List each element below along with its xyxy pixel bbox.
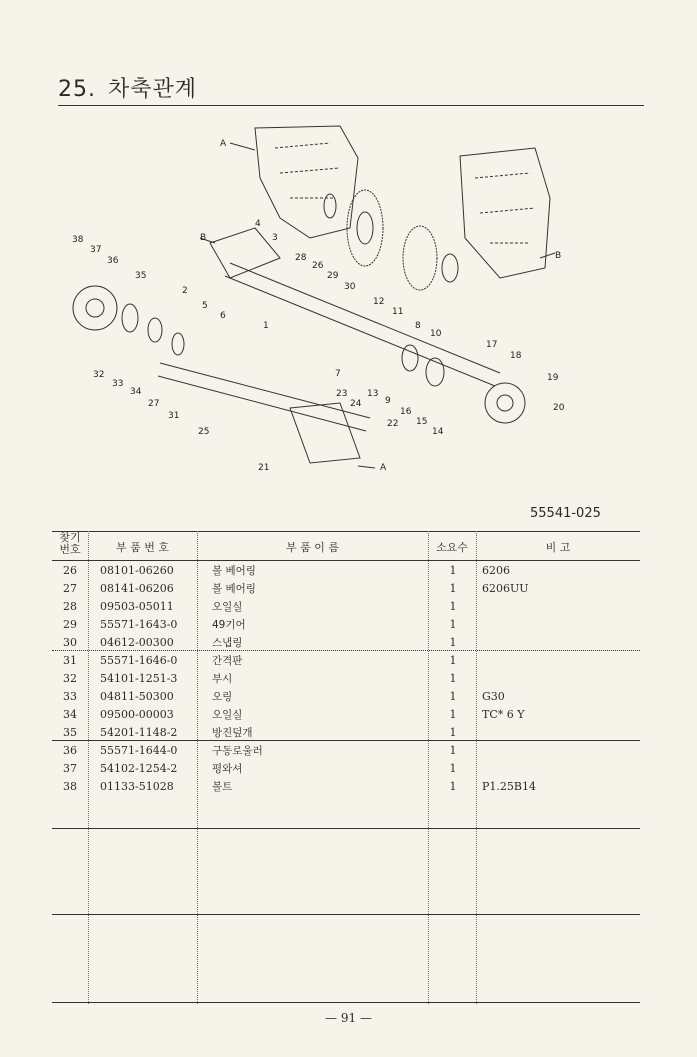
callout-label-n31: 31: [168, 411, 180, 421]
row-part-number: 54101-1251-3: [100, 672, 178, 685]
gear-11: [403, 226, 437, 290]
row-remark: P1.25B14: [482, 780, 536, 793]
callout-label-n11: 11: [392, 307, 404, 317]
row-quantity: 1: [449, 690, 457, 703]
row-quantity: 1: [449, 744, 457, 757]
gear-49: [347, 190, 383, 266]
section-number: 25.: [58, 77, 96, 102]
row-part-number: 09500-00003: [100, 708, 174, 721]
row-part-name: 오링: [212, 691, 233, 703]
callout-label-n21: 21: [258, 463, 270, 473]
row-part-name: 오일실: [212, 601, 243, 613]
row-number: 32: [63, 672, 77, 685]
axle-housing-upper: [210, 228, 280, 278]
callout-label-n2: 2: [182, 286, 188, 296]
callout-label-n34: 34: [130, 387, 142, 397]
callout-label-n6: 6: [220, 311, 226, 321]
row-quantity: 1: [449, 564, 457, 577]
row-part-name: 방진덮개: [212, 727, 253, 739]
row-quantity: 1: [449, 582, 457, 595]
callout-label-n29: 29: [327, 271, 339, 281]
page-title: [58, 72, 644, 106]
callout-label-B_left: B: [200, 233, 207, 243]
row-part-name: 부시: [212, 673, 233, 685]
row-part-name: 볼트: [212, 781, 233, 793]
header-part-name: 부 품 이 름: [286, 541, 339, 554]
table-row: [52, 670, 640, 688]
row-number: 27: [63, 582, 77, 595]
callout-label-n17: 17: [486, 340, 498, 350]
callout-label-n13: 13: [367, 389, 379, 399]
parts-table: [52, 528, 640, 1004]
table-row: [52, 706, 640, 724]
callout-label-n7: 7: [335, 369, 341, 379]
row-number: 28: [63, 600, 77, 613]
row-part-number: 01133-51028: [100, 780, 174, 793]
exploded-parts-diagram: [40, 118, 580, 498]
row-quantity: 1: [449, 636, 457, 649]
row-quantity: 1: [449, 780, 457, 793]
callout-label-A_top: A: [220, 139, 227, 149]
row-part-number: 54102-1254-2: [100, 762, 178, 775]
row-number: 35: [63, 726, 77, 739]
callout-label-n27: 27: [148, 399, 160, 409]
transmission-case-left: [255, 126, 358, 238]
row-part-name: 볼 베어링: [212, 565, 256, 577]
callout-label-B_right: B: [555, 251, 562, 261]
page-number: — 91 —: [325, 1011, 372, 1025]
row-quantity: 1: [449, 708, 457, 721]
drive-roller-right: [485, 383, 525, 423]
callout-label-n25: 25: [198, 427, 210, 437]
callout-label-n28: 28: [295, 253, 307, 263]
row-quantity: 1: [449, 618, 457, 631]
callout-label-n5: 5: [202, 301, 208, 311]
section-title: 차축관계: [108, 77, 198, 102]
callout-label-n32: 32: [93, 370, 105, 380]
row-part-number: 54201-1148-2: [100, 726, 178, 739]
callout-label-n4: 4: [255, 219, 261, 229]
drive-roller-left: [73, 286, 117, 330]
row-number: 30: [63, 636, 77, 649]
row-number: 31: [63, 654, 77, 667]
table-row: [52, 562, 640, 580]
table-row: [52, 742, 640, 760]
row-number: 33: [63, 690, 77, 703]
callout-label-n16: 16: [400, 407, 412, 417]
row-quantity: 1: [449, 654, 457, 667]
callout-label-n24: 24: [350, 399, 362, 409]
row-number: 37: [63, 762, 77, 775]
row-part-name: 볼 베어링: [212, 583, 256, 595]
row-quantity: 1: [449, 762, 457, 775]
table-row: [52, 580, 640, 598]
row-part-name: 오일실: [212, 709, 243, 721]
row-part-number: 55571-1646-0: [100, 654, 178, 667]
callout-label-n3: 3: [272, 233, 278, 243]
callout-label-n37: 37: [90, 245, 102, 255]
row-part-name: 평와셔: [212, 763, 243, 775]
callout-label-n26: 26: [312, 261, 324, 271]
header-part-number: 부 품 번 호: [116, 541, 169, 554]
row-part-number: 55571-1643-0: [100, 618, 178, 631]
row-number: 29: [63, 618, 77, 631]
row-part-number: 04612-00300: [100, 636, 174, 649]
row-quantity: 1: [449, 726, 457, 739]
table-row: [52, 778, 640, 796]
table-row: [52, 724, 640, 742]
table-row: [52, 688, 640, 706]
callout-label-n12: 12: [373, 297, 385, 307]
table-row: [52, 616, 640, 634]
row-part-number: 04811-50300: [100, 690, 174, 703]
transmission-case-right: [460, 148, 550, 278]
header-quantity: 소요수: [436, 541, 468, 554]
row-part-name: 스냅링: [212, 637, 243, 649]
callout-label-n9: 9: [385, 396, 391, 406]
callout-label-n15: 15: [416, 417, 428, 427]
axle-housing-lower: [290, 403, 360, 463]
row-remark: 6206UU: [482, 582, 529, 595]
table-row: [52, 652, 640, 670]
row-number: 36: [63, 744, 77, 757]
row-remark: TC* 6 Y: [482, 708, 525, 721]
row-part-number: 08101-06260: [100, 564, 174, 577]
callout-label-n18: 18: [510, 351, 522, 361]
row-part-number: 09503-05011: [100, 600, 174, 613]
row-remark: G30: [482, 690, 505, 703]
callout-label-n14: 14: [432, 427, 444, 437]
row-part-number: 08141-06206: [100, 582, 174, 595]
row-number: 38: [63, 780, 77, 793]
row-number: 26: [63, 564, 77, 577]
callout-label-n35: 35: [135, 271, 147, 281]
row-part-name: 간격판: [212, 655, 243, 667]
figure-number: 55541-025: [530, 506, 601, 521]
callout-label-n8: 8: [415, 321, 421, 331]
callout-label-n19: 19: [547, 373, 559, 383]
header-remarks: 비 고: [545, 541, 571, 554]
table-row: [52, 760, 640, 778]
callout-label-n10: 10: [430, 329, 442, 339]
table-row: [52, 598, 640, 616]
callout-label-n38: 38: [72, 235, 84, 245]
row-quantity: 1: [449, 672, 457, 685]
callout-label-n36: 36: [107, 256, 119, 266]
row-quantity: 1: [449, 600, 457, 613]
row-part-name: 49기어: [212, 619, 246, 631]
row-number: 34: [63, 708, 77, 721]
row-part-number: 55571-1644-0: [100, 744, 178, 757]
callout-label-n1: 1: [263, 321, 269, 331]
table-row: [52, 634, 640, 652]
row-remark: 6206: [482, 564, 510, 577]
callout-label-A_bottom: A: [380, 463, 387, 473]
callout-label-n22: 22: [387, 419, 399, 429]
callout-label-n20: 20: [553, 403, 565, 413]
callout-label-n23: 23: [336, 389, 348, 399]
header-find-number: 찾기 번호: [59, 531, 81, 556]
row-part-name: 구동로울러: [212, 745, 263, 757]
callout-label-n33: 33: [112, 379, 124, 389]
callout-label-n30: 30: [344, 282, 356, 292]
